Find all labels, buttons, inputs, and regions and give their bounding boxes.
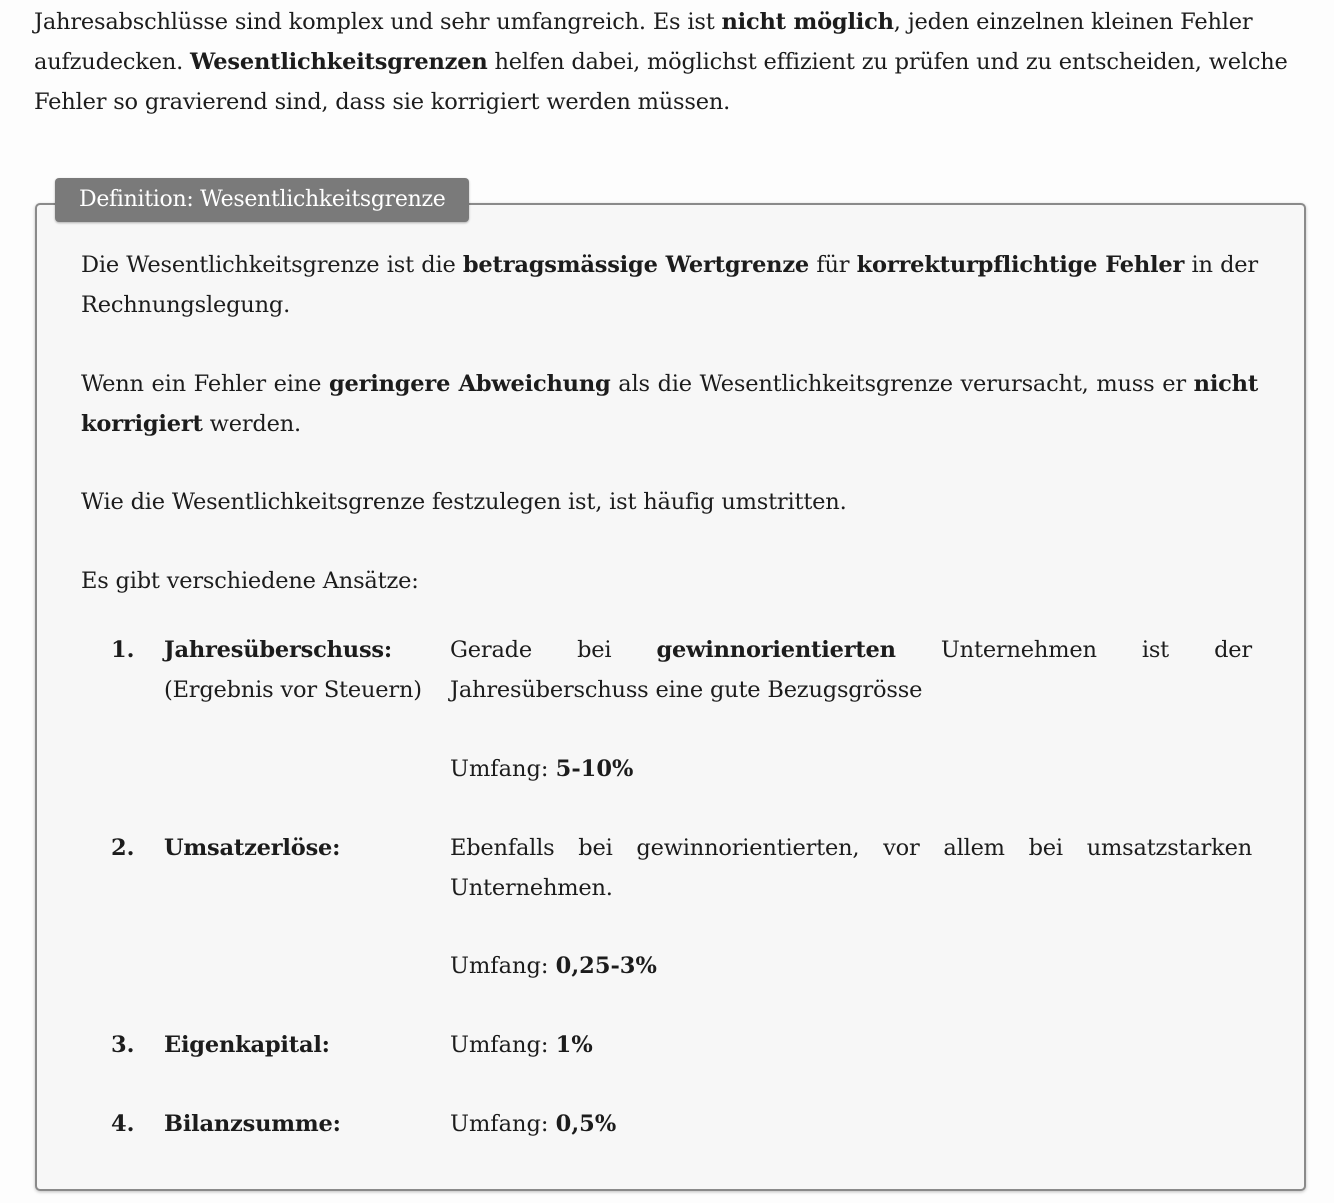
list-item-range — [450, 946, 657, 986]
list-item-term: Jahresüberschuss: — [164, 637, 393, 663]
definition-paragraph-4: Es gibt verschiedene Ansätze: — [81, 568, 419, 594]
list-item-term: Umsatzerlöse: — [164, 835, 341, 861]
list-item-number: 4. — [111, 1111, 135, 1137]
list-item-subterm: (Ergebnis vor Steuern) — [164, 677, 422, 703]
list-item-range — [450, 1025, 593, 1065]
intro-text: Jahresabschlüsse sind komplex und sehr umfangreich. Es ist — [34, 9, 722, 35]
list-item-description: Ebenfalls bei gewinnorientierten, vor allem bei umsatzstarken Unternehmen. — [450, 835, 1252, 901]
paragraph-text: in der Rechnungslegung. — [81, 252, 1258, 318]
paragraph-emphasis: betragsmässige Wertgrenze — [462, 252, 810, 278]
range-label: Umfang: — [450, 756, 556, 782]
list-item-description — [450, 630, 1252, 710]
list-item-number: 1. — [111, 637, 135, 663]
list-item-term: Bilanzsumme: — [164, 1111, 341, 1137]
range-label: Umfang: — [450, 1111, 556, 1137]
paragraph-text: als die Wesentlichkeitsgrenze verursacht, muss er — [610, 371, 1194, 397]
list-item-range — [450, 749, 633, 789]
range-value: 0,5% — [555, 1111, 617, 1137]
paragraph-emphasis: geringere Abweichung — [328, 371, 611, 397]
description-text: Unternehmen ist der Jahresüberschuss eine gute Bezugsgrösse — [450, 637, 1252, 703]
list-item-number: 3. — [111, 1032, 135, 1058]
paragraph-text: werden. — [202, 411, 301, 437]
range-value: 1% — [555, 1032, 593, 1058]
list-item-number: 2. — [111, 835, 135, 861]
definition-title: Definition: Wesentlichkeitsgrenze — [55, 178, 469, 222]
list-item-term: Eigenkapital: — [164, 1032, 330, 1058]
range-label: Umfang: — [450, 953, 556, 979]
definition-paragraph-2 — [81, 364, 1258, 444]
range-label: Umfang: — [450, 1032, 556, 1058]
intro-paragraph — [34, 2, 1330, 122]
intro-text: helfen dabei, möglichst effizient zu prüfen und zu entscheiden, welche Fehler so gravierend sind, dass sie korrigiert werden müssen. — [34, 49, 1288, 115]
intro-text: , jeden einzelnen kleinen Fehler aufzudecken. — [34, 9, 1253, 75]
description-emphasis: gewinnorientierten — [656, 637, 896, 663]
paragraph-emphasis: nicht korrigiert — [81, 371, 1259, 437]
paragraph-emphasis: korrekturpflichtige Fehler — [856, 252, 1185, 278]
intro-emphasis: nicht möglich — [721, 9, 894, 35]
range-value: 5-10% — [555, 756, 634, 782]
paragraph-text: Die Wesentlichkeitsgrenze ist die — [81, 252, 463, 278]
definition-paragraph-3: Wie die Wesentlichkeitsgrenze festzulegen ist, ist häufig umstritten. — [81, 489, 847, 515]
range-value: 0,25-3% — [555, 953, 657, 979]
definition-paragraph-1 — [81, 245, 1258, 325]
paragraph-text: Wenn ein Fehler eine — [81, 371, 329, 397]
paragraph-text: für — [809, 252, 857, 278]
list-item-range — [450, 1104, 616, 1144]
intro-emphasis: Wesentlichkeitsgrenzen — [190, 49, 488, 75]
description-text: Gerade bei — [450, 637, 657, 663]
